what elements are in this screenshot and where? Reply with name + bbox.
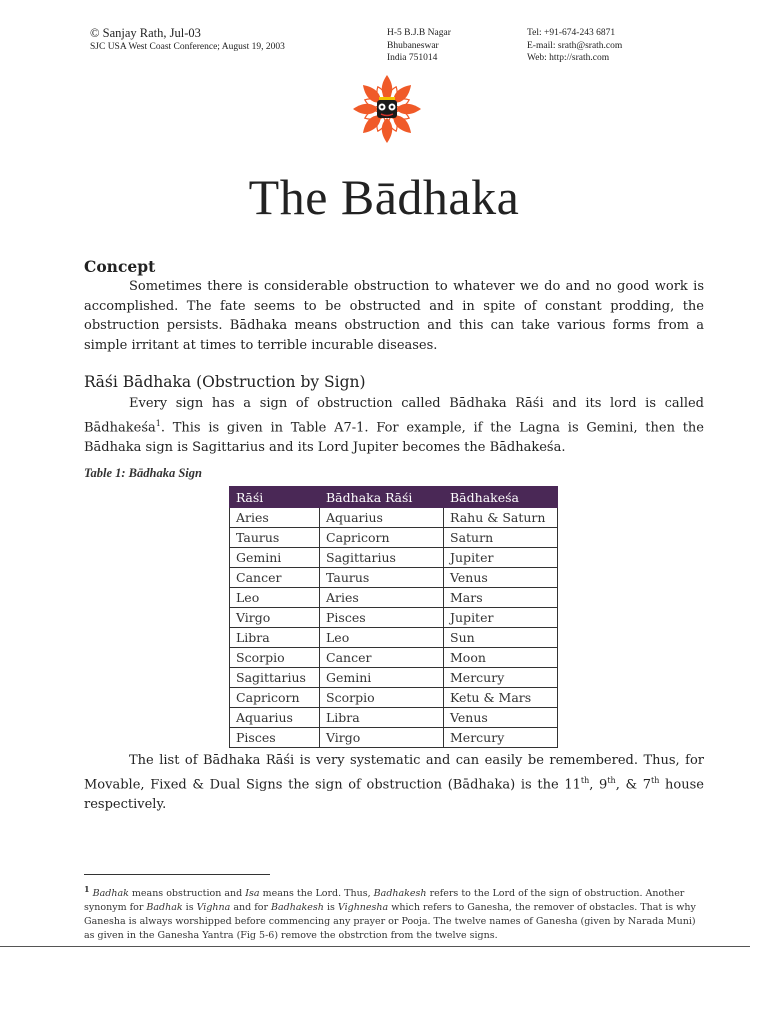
table-row bbox=[230, 688, 558, 708]
table-cell: Sun bbox=[444, 628, 558, 648]
table-row bbox=[230, 708, 558, 728]
table-caption: Table 1: Bādhaka Sign bbox=[84, 466, 202, 480]
table-cell: Jupiter bbox=[444, 608, 558, 628]
lotus-logo-icon bbox=[352, 74, 422, 144]
table-row bbox=[230, 528, 558, 548]
table-cell: Capricorn bbox=[320, 528, 444, 548]
table-cell: Mars bbox=[444, 588, 558, 608]
contact-web: Web: http://srath.com bbox=[527, 53, 610, 63]
table-cell: Leo bbox=[320, 628, 444, 648]
address-block bbox=[387, 27, 451, 65]
contact-email: E-mail: srath@srath.com bbox=[527, 40, 623, 51]
after-table-paragraph: The list of Bādhaka Rāśi is very systematic and can easily be remembered. Thus, for Movable, Fixed & Dual Signs the sign of obstruction (Bādhaka) is the 11th, 9th, & 7th house respectively. bbox=[84, 753, 704, 812]
table-cell: Scorpio bbox=[230, 648, 320, 668]
table-cell: Aries bbox=[230, 508, 320, 528]
table-cell: Venus bbox=[444, 568, 558, 588]
address-line: H-5 B.J.B Nagar bbox=[387, 28, 451, 38]
table-row bbox=[230, 508, 558, 528]
table-cell: Taurus bbox=[320, 568, 444, 588]
table-cell: Jupiter bbox=[444, 548, 558, 568]
page-bottom-rule bbox=[0, 946, 750, 947]
table-cell: Rahu & Saturn bbox=[444, 508, 558, 528]
table-row bbox=[230, 568, 558, 588]
copyright: © Sanjay Rath, Jul-03 bbox=[90, 26, 201, 40]
table-cell: Capricorn bbox=[230, 688, 320, 708]
table-cell: Virgo bbox=[230, 608, 320, 628]
section-heading-concept: Concept bbox=[84, 257, 156, 276]
column-header: Rāśi bbox=[230, 487, 320, 508]
table-cell: Scorpio bbox=[320, 688, 444, 708]
table-row bbox=[230, 648, 558, 668]
contact-block bbox=[527, 27, 622, 65]
table-cell: Virgo bbox=[320, 728, 444, 748]
address-line: India 751014 bbox=[387, 53, 438, 63]
table-row bbox=[230, 608, 558, 628]
page-title: The Bādhaka bbox=[248, 169, 520, 225]
concept-paragraph: Sometimes there is considerable obstruction to whatever we do and no good work is accomplished. The fate seems to be obstructed and in spite of constant prodding, the obstruction persists. Bādhaka means obstruction and this can take various forms from a simple irritant at times to terrible incurable diseases. bbox=[84, 279, 704, 353]
table-cell: Aries bbox=[320, 588, 444, 608]
table-cell: Mercury bbox=[444, 668, 558, 688]
table-header-row bbox=[230, 487, 558, 508]
table-cell: Pisces bbox=[230, 728, 320, 748]
table-cell: Pisces bbox=[320, 608, 444, 628]
rasi-paragraph: Every sign has a sign of obstruction called Bādhaka Rāśi and its lord is called Bādhakeśa$^1$. This is given in Table A7-1. For example, if the Lagna is Gemini, then the Bādhaka sign is Sagittarius and its Lord Jupiter becomes the Bādhakeśa. bbox=[84, 396, 704, 455]
table-cell: Mercury bbox=[444, 728, 558, 748]
footnote: $^1$ Badhak means obstruction and Isa means the Lord. Thus, Badhakesh refers to the Lord of the sign of obstruction. Another synonym for Badhak is Vighna and for Badhakesh is Vighnesha which refers to Ganesha, the remover of obstacles. That is why Ganesha is always worshipped before commencing any prayer or Pooja. The twelve names of Ganesha (given by Narada Muni) as given in the Ganesha Yantra (Fig 5-6) remove the obstrction from the twelve signs. bbox=[84, 884, 696, 942]
table-cell: Libra bbox=[230, 628, 320, 648]
table-cell: Saturn bbox=[444, 528, 558, 548]
table-row bbox=[230, 548, 558, 568]
footnote-ref[interactable]: 1 bbox=[155, 418, 161, 428]
table-cell: Sagittarius bbox=[320, 548, 444, 568]
table-row bbox=[230, 588, 558, 608]
table-cell: Venus bbox=[444, 708, 558, 728]
conference-line: SJC USA West Coast Conference; August 19, 2003 bbox=[90, 42, 285, 52]
table-cell: Ketu & Mars bbox=[444, 688, 558, 708]
column-header: Bādhakeśa bbox=[444, 487, 558, 508]
contact-phone: Tel: +91-674-243 6871 bbox=[527, 28, 616, 38]
table-cell: Gemini bbox=[230, 548, 320, 568]
table-cell: Libra bbox=[320, 708, 444, 728]
column-header: Bādhaka Rāśi bbox=[320, 487, 444, 508]
table-cell: Cancer bbox=[230, 568, 320, 588]
table-row bbox=[230, 668, 558, 688]
table-row bbox=[230, 628, 558, 648]
table-cell: Aquarius bbox=[230, 708, 320, 728]
table-cell: Aquarius bbox=[320, 508, 444, 528]
table-cell: Leo bbox=[230, 588, 320, 608]
table-cell: Gemini bbox=[320, 668, 444, 688]
table-cell: Cancer bbox=[320, 648, 444, 668]
table-row bbox=[230, 728, 558, 748]
table-cell: Taurus bbox=[230, 528, 320, 548]
section-heading-rasi-badhaka: Rāśi Bādhaka (Obstruction by Sign) bbox=[84, 373, 366, 391]
table-cell: Sagittarius bbox=[230, 668, 320, 688]
footnote-divider bbox=[84, 874, 270, 875]
badhaka-table bbox=[229, 486, 558, 748]
table-cell: Moon bbox=[444, 648, 558, 668]
address-line: Bhubaneswar bbox=[387, 40, 439, 51]
